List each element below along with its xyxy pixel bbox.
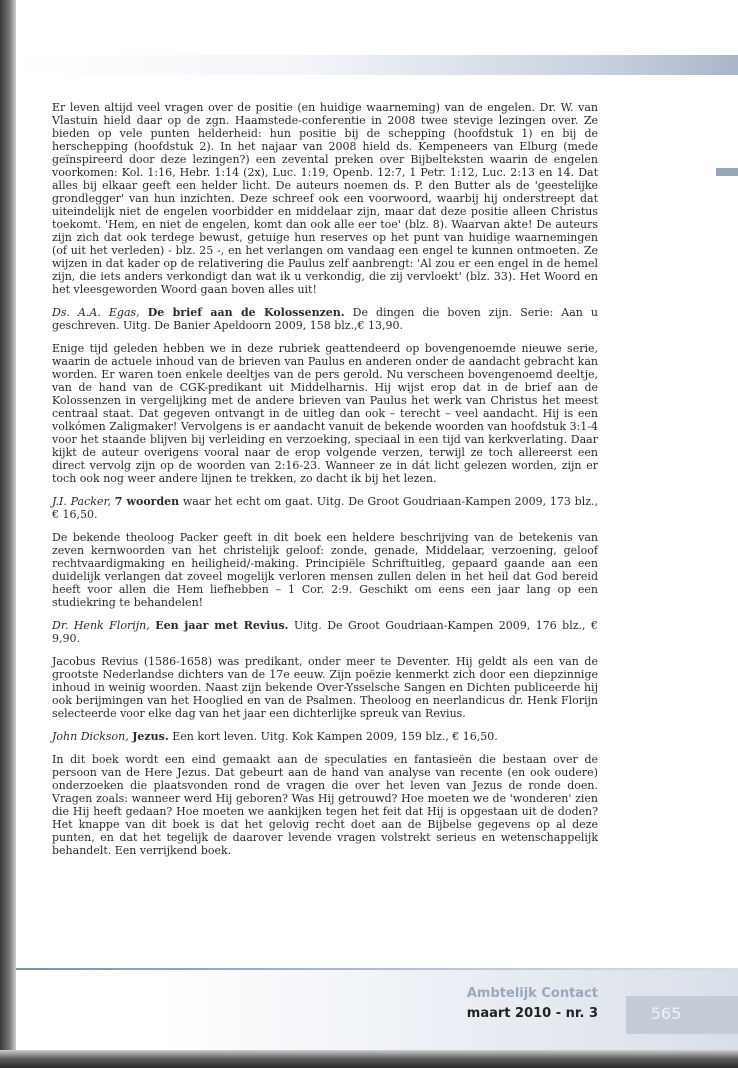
intro-paragraph: Er leven altijd veel vragen over de positie (en huidige waarneming) van de engelen. Dr. W. van Vlastuin hield daar op de zgn. Haamstede-conferentie in 2008 twee stevige lezingen over. Ze bieden op vele punten helderheid: hun positie bij de schepping (hoofdstuk 1) en bij de herschepping (hoofdstuk 2). In het najaar van 2008 hield ds. Kempeneers van Elburg (mede geïnspireerd door deze lezingen?) een zevental preken over Bijbelteksten waarin de engelen voorkomen: Kol. 1:16, Hebr. 1:14 (2x), Luc. 1:19, Openb. 12:7, 1 Petr. 1:12, Luc. 2:13 en 14. Dat alles bij elkaar geeft een helder licht. De auteurs noemen ds. P. den Butter als de 'geestelijke grondlegger' van hun inzichten. Deze schreef ook een voorwoord, waarbij hij onderstreept dat uiteindelijk niet de engelen voorbidder en middelaar zijn, maar dat deze positie alleen Christus toekomt. 'Hem, en niet de engelen, komt dan ook alle eer toe' (blz. 8). Waarvan akte! De auteurs zijn zich dat ook terdege bewust, getuige hun reserves op het punt van huidige waarnemingen (of uit het verleden) - blz. 25 -, en het verlangen om vandaag een engel te kunnen ontmoeten. Ze wijzen in dat kader op de relativering die Paulus zelf aanbrengt: 'Al zou er een engel in de hemel zijn, die iets anders verkondigt dan wat ik u verkondig, die zij vervloekt' (blz. 33). Het Woord en het vleesgeworden Woord gaan boven alles uit! bbox=[52, 101, 598, 296]
review-details: waar het echt om gaat. Uitg. De Groot Goudriaan-Kampen 2009, 173 blz., € 16,50. bbox=[52, 495, 599, 521]
article-content bbox=[52, 101, 598, 867]
page-number-box bbox=[626, 996, 738, 1034]
page-number: 565 bbox=[650, 1004, 682, 1023]
review-details: De dingen die boven zijn. Serie: Aan u geschreven. Uitg. De Banier Apeldoorn 2009, 158 blz.,€ 13,90. bbox=[52, 306, 599, 332]
review-title: 7 woorden bbox=[114, 495, 180, 508]
review-reference-4 bbox=[52, 730, 598, 743]
review-body-1: Enige tijd geleden hebben we in deze rubriek geattendeerd op bovengenoemde nieuwe serie, waarin de actuele inhoud van de brieven van Paulus en anderen onder de aandacht gebracht kan worden. Er waren toen enkele deeltjes van de pers gerold. Nu verscheen bovengenoemd deeltje, van de hand van de CGK-predikant uit Middelharnis. Hij wijst erop dat in de brief aan de Kolossenzen in vergelijking met de andere brieven van Paulus het werk van Christus het meest centraal staat. Dat gegeven ontvangt in de uitleg dan ook – terecht – veel aandacht. Hij is een volkómen Zaligmaker! Vervolgens is er aandacht vanuit de bekende woorden van hoofdstuk 3:1-4 voor het staande blijven bij verleiding en verzoeking, speciaal in een tijd van kerkverlating. Daar kijkt de auteur overigens vooral naar de erop volgende verzen, terwijl ze toch allereerst een direct vervolg zijn op de woorden van 2:16-23. Wanneer ze in dát licht gelezen worden, zijn er toch ook nog weer andere lijnen te trekken, zo dacht ik bij het lezen. bbox=[52, 342, 598, 485]
review-author: Dr. Henk Florijn, bbox=[52, 619, 150, 632]
review-author: Ds. A.A. Egas, bbox=[52, 306, 140, 319]
review-title: De brief aan de Kolossenzen. bbox=[147, 306, 345, 319]
review-reference-1 bbox=[52, 306, 598, 332]
margin-marker bbox=[716, 168, 738, 176]
scan-edge-left bbox=[0, 0, 16, 1068]
review-body-3: Jacobus Revius (1586-1658) was predikant, onder meer te Deventer. Hij geldt als een van de grootste Nederlandse dichters van de 17e eeuw. Zijn poëzie kenmerkt zich door een diepzinnige inhoud in weinig woorden. Naast zijn bekende Over-Ysselsche Sangen en Dichten publiceerde hij ook berijmingen van het Hooglied en van de Psalmen. Theoloog en neerlandicus dr. Henk Florijn selecteerde voor elke dag van het jaar een dichterlijke spreuk van Revius. bbox=[52, 655, 598, 720]
review-title: Een jaar met Revius. bbox=[155, 619, 289, 632]
review-title: Jezus. bbox=[132, 730, 169, 743]
review-body-2: De bekende theoloog Packer geeft in dit boek een heldere beschrijving van de betekenis van zeven kernwoorden van het christelijk geloof: zonde, genade, Middelaar, verzoening, geloof rechtvaardigmaking en heiligheid/-making. Principiële Schriftuitleg, gepaard gaande aan een duidelijk verlangen dat zoveel mogelijk verloren mensen zullen delen in het heil dat God bereid heeft voor allen die Hem liefhebben – 1 Cor. 2:9. Geschikt om eens een jaar lang op een studiekring te behandelen! bbox=[52, 531, 598, 609]
header-color-band bbox=[16, 55, 738, 75]
review-author: John Dickson, bbox=[52, 730, 129, 743]
review-reference-3 bbox=[52, 619, 598, 645]
scan-edge-bottom bbox=[0, 1050, 738, 1068]
review-details: Uitg. De Groot Goudriaan-Kampen 2009, 176 blz., € 9,90. bbox=[52, 619, 598, 645]
review-details: Een kort leven. Uitg. Kok Kampen 2009, 159 blz., € 16,50. bbox=[168, 730, 498, 743]
issue-label: maart 2010 - nr. 3 bbox=[466, 1006, 598, 1021]
magazine-title: Ambtelijk Contact bbox=[466, 986, 598, 1001]
review-body-4: In dit boek wordt een eind gemaakt aan de speculaties en fantasieën die bestaan over de persoon van de Here Jezus. Dat gebeurt aan de hand van analyse van recente (en ook oudere) onderzoeken die plaatsvonden rond de vragen die over het leven van Jezus de ronde doen. Vragen zoals: wanneer werd Hij geboren? Was Hij getrouwd? Hoe moeten we de 'wonderen' zien die Hij heeft gedaan? Hoe moeten we aankijken tegen het feit dat Hij is opgestaan uit de doden? Het knappe van dit boek is dat het gelovig recht doet aan de Bijbelse gegevens op al deze punten, en dat het tegelijk de daarover levende vragen volstrekt serieus en wetenschappelijk behandelt. Een verrijkend boek. bbox=[52, 753, 598, 857]
review-author: J.I. Packer, bbox=[52, 495, 111, 508]
review-reference-2 bbox=[52, 495, 598, 521]
